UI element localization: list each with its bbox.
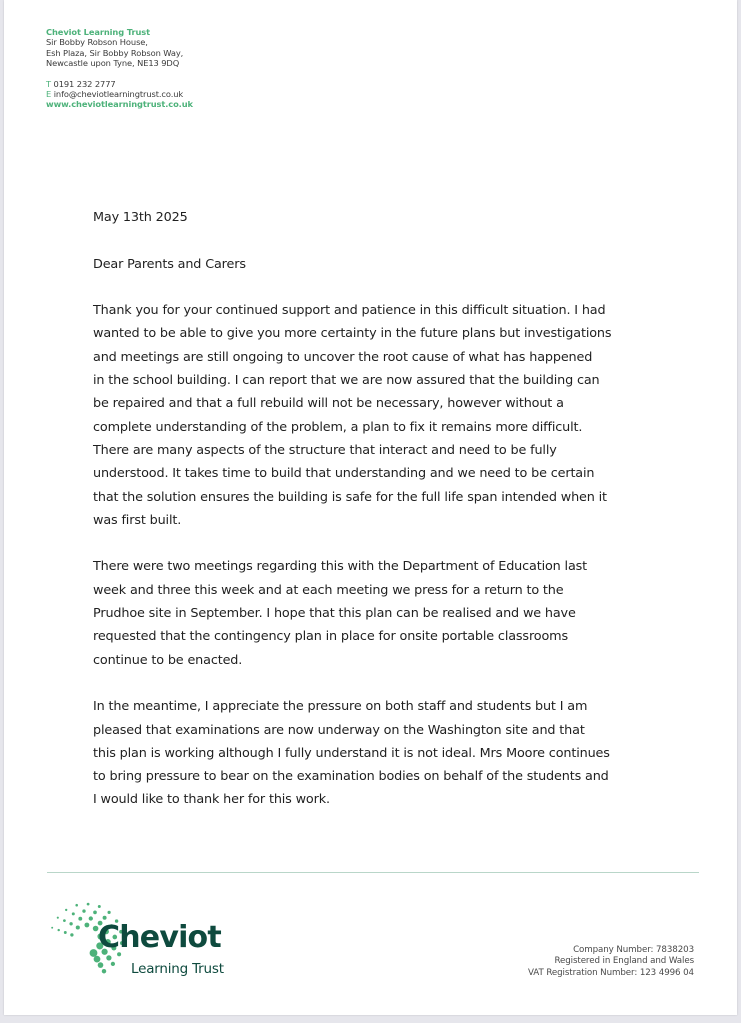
paragraph-line: There are many aspects of the structure that interact and need to be fully: [93, 442, 557, 458]
logo-subtitle: Learning Trust: [131, 961, 224, 977]
logo-dot: [64, 931, 67, 934]
paragraph-line: that the solution ensures the building is safe for the full life span intended when it: [93, 489, 607, 505]
logo-dot: [78, 917, 82, 921]
logo-dot: [75, 904, 78, 907]
phone-line: [46, 79, 193, 89]
logo-dot: [57, 917, 59, 919]
logo-dot: [89, 916, 93, 920]
logo-dot: [69, 922, 72, 925]
letter-page: [4, 0, 737, 1015]
company-info: [528, 945, 694, 979]
logo-dot: [82, 909, 85, 912]
vat-number: VAT Registration Number: 123 4996 04: [528, 967, 694, 978]
footer-divider: [47, 872, 699, 873]
logo-dot: [65, 909, 67, 911]
logo-dot: [98, 962, 104, 968]
paragraph: [93, 695, 668, 811]
address-line: Sir Bobby Robson House,: [46, 37, 148, 48]
paragraph: [93, 299, 668, 532]
logo-dot: [106, 955, 111, 960]
logo-dot: [98, 905, 101, 908]
letter-date: May 13th 2025: [93, 210, 188, 225]
paragraph-line: understood. It takes time to build that understanding and we need to be certain: [93, 466, 595, 482]
registration: Registered in England and Wales: [554, 956, 694, 967]
paragraph-line: to bring pressure to bear on the examination bodies on behalf of the students and: [93, 769, 609, 785]
email-address[interactable]: info@cheviotlearningtrust.co.uk: [53, 89, 184, 100]
paragraph-line: continue to be enacted.: [93, 652, 243, 668]
logo-dot: [87, 903, 90, 906]
logo-dot: [93, 911, 97, 915]
paragraph-line: I would like to thank her for this work.: [93, 792, 330, 808]
logo-dot: [90, 949, 98, 957]
paragraph-line: wanted to be able to give you more certainty in the future plans but investigations: [93, 326, 612, 342]
paragraph-line: be repaired and that a full rebuild will not be necessary, however without a: [93, 396, 564, 412]
paragraph-line: There were two meetings regarding this with the Department of Education last: [93, 559, 588, 575]
email-line: [46, 89, 193, 99]
letterhead: [46, 27, 193, 110]
logo-dot: [70, 933, 73, 936]
logo-dot: [58, 929, 60, 931]
paragraph-line: in the school building. I can report that we are now assured that the building can: [93, 373, 600, 389]
logo-dot: [76, 925, 80, 929]
company-number: Company Number: 7838203: [573, 945, 694, 955]
paragraph-line: week and three this week and at each meeting we press for a return to the: [93, 582, 564, 598]
logo-dot: [84, 923, 89, 928]
paragraph-line: this plan is working although I fully understand it is not ideal. Mrs Moore continues: [93, 745, 610, 761]
website-link[interactable]: www.cheviotlearningtrust.co.uk: [46, 99, 193, 110]
paragraph-line: was first built.: [93, 512, 182, 528]
paragraph: [93, 555, 668, 671]
paragraph-line: Prudhoe site in September. I hope that this plan can be realised and we have: [93, 606, 576, 622]
letter-salutation: Dear Parents and Carers: [93, 256, 246, 272]
letter-body: [93, 206, 668, 835]
address-line: Newcastle upon Tyne, NE13 9DQ: [46, 58, 180, 69]
paragraph-line: and meetings are still ongoing to uncover the root cause of what has happened: [93, 349, 593, 365]
address-line: Esh Plaza, Sir Bobby Robson Way,: [46, 47, 184, 58]
organisation-name: Cheviot Learning Trust: [46, 27, 150, 37]
logo-dot: [63, 919, 66, 922]
paragraph-line: In the meantime, I appreciate the pressure on both staff and students but I am: [93, 699, 588, 715]
logo-dot: [111, 962, 115, 966]
paragraph-line: pleased that examinations are now underway on the Washington site and that: [93, 722, 585, 738]
paragraph-line: complete understanding of the problem, a plan to fix it remains more difficult.: [93, 419, 583, 435]
paragraph-line: Thank you for your continued support and patience in this difficult situation. I had: [93, 303, 606, 319]
logo-dot: [51, 927, 53, 929]
logo-dot: [102, 969, 106, 973]
phone-number: 0191 232 2777: [53, 78, 116, 89]
phone-label: T: [46, 78, 51, 89]
logo-wordmark: Cheviot: [98, 920, 221, 955]
email-label: E: [46, 89, 52, 100]
logo-dot: [72, 912, 75, 915]
paragraph-line: requested that the contingency plan in place for onsite portable classrooms: [93, 629, 568, 645]
logo-dot: [108, 911, 111, 914]
